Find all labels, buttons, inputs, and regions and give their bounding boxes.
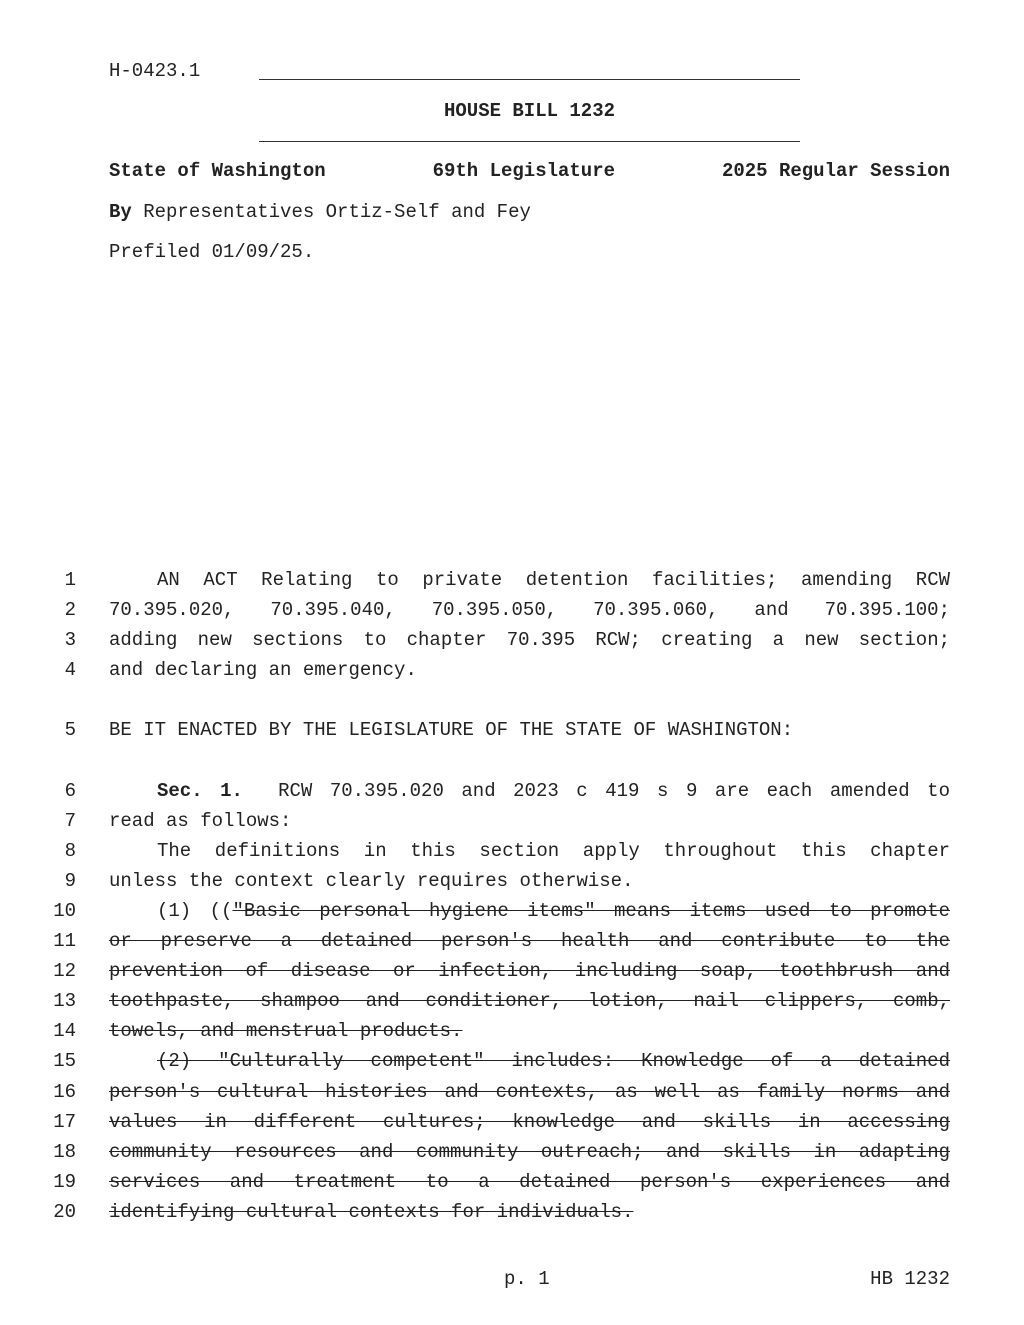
bill-text-line bbox=[109, 900, 950, 922]
line-number: 13 bbox=[53, 990, 76, 1012]
footer-bill-ref: HB 1232 bbox=[870, 1268, 950, 1290]
bill-text-line: adding new sections to chapter 70.395 RCW; creating a new section; bbox=[109, 629, 950, 651]
by-label: By bbox=[109, 201, 132, 223]
state-name: State of Washington bbox=[109, 160, 326, 182]
document-id: H-0423.1 bbox=[109, 60, 201, 82]
title-rule-top bbox=[259, 79, 800, 80]
bill-text-line: and declaring an emergency. bbox=[109, 659, 417, 681]
struck-text: identifying cultural contexts for individuals. bbox=[109, 1201, 634, 1223]
line-number: 16 bbox=[53, 1081, 76, 1103]
struck-text-line: prevention of disease or infection, including soap, toothbrush and bbox=[109, 960, 950, 982]
struck-text-line: toothpaste, shampoo and conditioner, lotion, nail clippers, comb, bbox=[109, 990, 950, 1012]
line-number: 15 bbox=[53, 1050, 76, 1072]
line-number: 8 bbox=[64, 840, 76, 862]
sponsors: Representatives Ortiz-Self and Fey bbox=[143, 201, 531, 223]
struck-text-line: services and treatment to a detained person's experiences and bbox=[109, 1171, 950, 1193]
struck-text: "Basic personal hygiene items" means items used to promote bbox=[232, 900, 950, 922]
struck-text: towels, and menstrual products. bbox=[109, 1020, 463, 1042]
line-number: 7 bbox=[64, 810, 76, 832]
bill-text-line: unless the context clearly requires otherwise. bbox=[109, 870, 634, 892]
line-number: 9 bbox=[64, 870, 76, 892]
bill-text-line: AN ACT Relating to private detention facilities; amending RCW bbox=[157, 569, 950, 591]
struck-text-line: community resources and community outreach; and skills in adapting bbox=[109, 1141, 950, 1163]
line-number: 17 bbox=[53, 1111, 76, 1133]
session: 2025 Regular Session bbox=[721, 160, 950, 182]
session-row bbox=[109, 160, 950, 182]
struck-text-line: values in different cultures; knowledge and skills in accessing bbox=[109, 1111, 950, 1133]
line-number: 6 bbox=[64, 780, 76, 802]
struck-text-line bbox=[109, 1201, 950, 1223]
section-heading-line bbox=[109, 780, 950, 802]
bill-text-line: read as follows: bbox=[109, 810, 292, 832]
line-number: 4 bbox=[64, 659, 76, 681]
bill-title: HOUSE BILL 1232 bbox=[443, 100, 616, 122]
line-number: 12 bbox=[53, 960, 76, 982]
section-amend-text: RCW 70.395.020 and 2023 c 419 s 9 are each amended to bbox=[278, 780, 950, 802]
struck-text-line: or preserve a detained person's health and contribute to the bbox=[109, 930, 950, 952]
struck-text-line bbox=[109, 1050, 950, 1072]
subsection-prefix: (1) (( bbox=[157, 900, 233, 922]
struck-text-line: person's cultural histories and contexts, as well as family norms and bbox=[109, 1081, 950, 1103]
line-number: 2 bbox=[64, 599, 76, 621]
struck-text: (2) "Culturally competent" includes: Knowledge of a detained bbox=[157, 1050, 950, 1072]
line-number: 19 bbox=[53, 1171, 76, 1193]
line-number: 10 bbox=[53, 900, 76, 922]
line-number: 5 bbox=[64, 719, 76, 741]
bill-text-line: 70.395.020, 70.395.040, 70.395.050, 70.395.060, and 70.395.100; bbox=[109, 599, 950, 621]
page-number: p. 1 bbox=[504, 1268, 550, 1290]
sponsors-line bbox=[109, 201, 531, 223]
prefiled-date: Prefiled 01/09/25. bbox=[109, 241, 315, 263]
legislature: 69th Legislature bbox=[432, 160, 616, 182]
enacting-clause: BE IT ENACTED BY THE LEGISLATURE OF THE STATE OF WASHINGTON: bbox=[109, 719, 794, 741]
title-rule-bottom bbox=[259, 141, 800, 142]
line-number: 11 bbox=[53, 930, 76, 952]
line-number: 14 bbox=[53, 1020, 76, 1042]
bill-text-line: The definitions in this section apply throughout this chapter bbox=[157, 840, 950, 862]
section-number: Sec. 1. bbox=[157, 780, 243, 802]
struck-text-line bbox=[109, 1020, 950, 1042]
line-number: 3 bbox=[64, 629, 76, 651]
line-number: 1 bbox=[64, 569, 76, 591]
line-number: 20 bbox=[53, 1201, 76, 1223]
line-number: 18 bbox=[53, 1141, 76, 1163]
